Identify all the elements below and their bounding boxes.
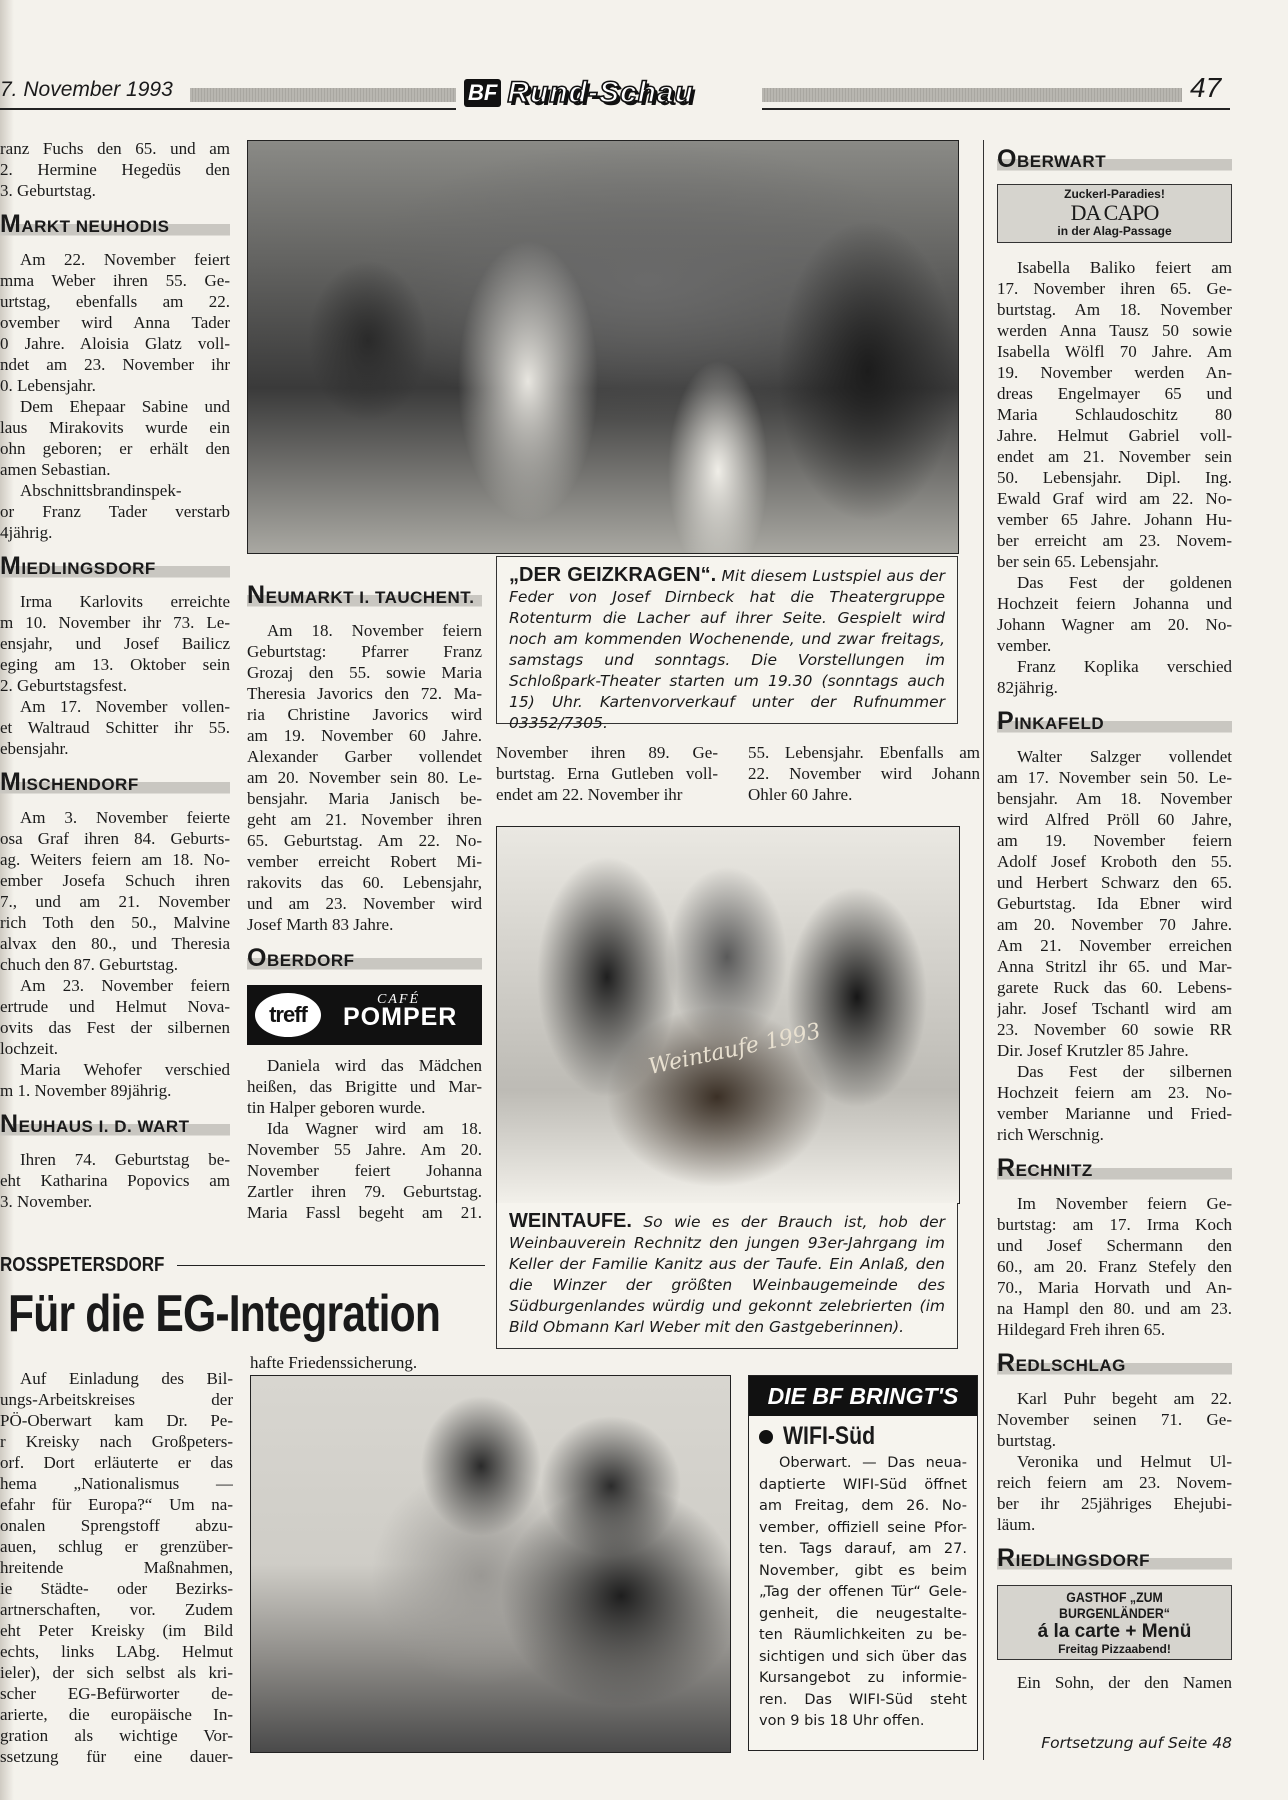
text-line: vember. [997, 635, 1052, 655]
text-line: bensjahr. Maria Janisch be- [247, 789, 482, 808]
text-line: ertrude und Helmut Nova- [0, 997, 230, 1016]
text-line: 22. November wird Johann [748, 764, 980, 783]
paragraph [997, 1672, 1232, 1693]
text-line: bensjahr. Am 18. November [997, 788, 1232, 808]
text-line: sichtigen und sich über das [759, 1648, 967, 1665]
text-line: November seinen 71. Ge- [997, 1409, 1232, 1429]
text-line: Maria Schlaudoschitz 80 [997, 404, 1232, 424]
ad-line: Zuckerl-Paradies! [1064, 187, 1165, 201]
paragraph [997, 1451, 1232, 1535]
text-line: rakovits das 60. Lebensjahr, [247, 873, 482, 892]
text-line: November ihren 89. Ge- [496, 743, 718, 762]
text-line: ber erreicht am 23. Novem- [997, 530, 1232, 550]
text-line: ember Josefa Schuch ihren [0, 871, 230, 890]
box-subtitle: WIFI-Süd [783, 1422, 876, 1450]
text-line: 7., und am 21. November [0, 892, 230, 911]
text-line: Ein Sohn, der den Namen [1017, 1673, 1232, 1693]
text-line: ensjahr, und Josef Bailicz [0, 634, 230, 653]
text-line: lochzeit. [0, 1039, 59, 1058]
text-line: na Hampl den 80. und am 23. [997, 1298, 1232, 1318]
text-line: November, gibt es beim [759, 1562, 967, 1579]
text-line: Johann Wagner am 20. No- [997, 614, 1232, 634]
text-line: burtstag. Erna Gutleben voll- [496, 764, 718, 783]
paragraph [0, 1368, 233, 1767]
text-line: Am 18. November feiern [267, 621, 482, 640]
text-line: ieler), der sich selbst als kri- [0, 1663, 233, 1682]
kicker-row [0, 1254, 485, 1277]
middle-column [247, 572, 482, 1223]
text-line: Alexander Garber vollendet [247, 747, 482, 766]
kreisky-photo [250, 1375, 731, 1753]
header-bar-right [762, 88, 1182, 102]
text-line: Am 21. November erreichen [997, 935, 1232, 955]
text-line: Am 23. November feiern [20, 976, 230, 995]
paragraph [247, 1055, 482, 1118]
text-line: Walter Salzger vollendet [1017, 746, 1232, 766]
text-line: 4jährig. [0, 523, 53, 542]
text-line: Dir. Josef Krutzler 85 Jahre. [997, 1040, 1189, 1060]
issue-date: 7. November 1993 [0, 78, 173, 101]
caption-text: So wie es der Brauch ist, hob der Weinbauverein Rechnitz den jungen 93er-Jahrgang im Keller der Familie Kanitz aus der Taufe. Ein Anlaß, den die Winzer der größten Weinbaugemeinde des Südburgenlandes würdig und gekonnt zelebrierten (im Bild Obmann Karl Weber mit den Gastgeberinnen). [509, 1213, 945, 1336]
text-line: burtstag. Am 18. November [997, 299, 1232, 319]
text-line: vember 65 Jahre. Johann Hu- [997, 509, 1232, 529]
text-line: Im November feiern Ge- [1017, 1193, 1232, 1213]
text-line: 17. November ihren 65. Ge- [997, 278, 1232, 298]
text-line: Isabella Baliko feiert am [1017, 257, 1232, 277]
ad-line: á la carte + Menü [1037, 1620, 1192, 1642]
section-heading: OBERDORF [247, 943, 482, 973]
text-line: 65. Geburtstag. Am 22. No- [247, 831, 482, 850]
text-line: ungs-Arbeitskreises der [0, 1390, 233, 1409]
text-line: m 10. November ihr 73. Le- [0, 613, 230, 632]
text-line: 50. Lebensjahr. Dipl. Ing. [997, 467, 1232, 487]
text-line: burtstag. [997, 1430, 1057, 1450]
text-line: urtstag, ebenfalls am 22. [0, 292, 230, 311]
header-bar-left [190, 88, 456, 102]
text-line: Am 3. November feierte [20, 808, 230, 827]
text-line: ten. Tags darauf, am 27. [759, 1541, 967, 1557]
text-line: ebensjahr. [0, 739, 69, 758]
text-line: ber sein 65. Lebensjahr. [997, 551, 1159, 571]
caption-lead: „DER GEIZKRAGEN“. [509, 564, 717, 586]
article-miedlingsdorf [0, 591, 230, 759]
paragraph [0, 249, 230, 396]
article-neuhaus [0, 1149, 230, 1212]
text-line: Adolf Josef Kroboth den 55. [997, 851, 1232, 871]
text-line: hema „Nationalismus — [0, 1474, 233, 1493]
text-line: genheit, die neugestalte- [759, 1605, 967, 1622]
text-line: 0 Jahre. Aloisia Glatz voll- [0, 334, 230, 353]
paragraph [0, 1149, 230, 1212]
grosspetersdorf-column [0, 1368, 233, 1767]
paragraph [759, 1453, 967, 1733]
text-line: 70., Maria Horvath und An- [997, 1277, 1232, 1297]
text-line: vember Marianne und Fried- [997, 1103, 1232, 1123]
text-line: Zartler ihren 79. Geburtstag. [247, 1182, 482, 1201]
text-line: Abschnittsbrandinspek- [20, 481, 182, 500]
geizkragen-caption [496, 556, 958, 732]
text-line: efahr für Europa?“ Um na- [0, 1495, 233, 1514]
text-line: 2. Geburtstagsfest. [0, 676, 128, 695]
barrel-lettering: Weintaufe 1993 [646, 1019, 823, 1080]
text-line: auen, schlug er grenzüber- [0, 1537, 233, 1556]
text-line: or Franz Tader verstarb [0, 502, 230, 521]
treff-logo: treff [255, 993, 321, 1037]
paragraph [247, 620, 482, 935]
text-line: Kursangebot zu informie- [759, 1670, 967, 1686]
text-line: Das Fest der silbernen [1017, 1061, 1232, 1081]
text-line: Jahre. Helmut Gabriel voll- [997, 425, 1232, 445]
text-line: endet am 22. November ihr [496, 785, 683, 804]
text-line: am 17. November sein 50. Le- [997, 767, 1232, 787]
cafe-pomper-ad [247, 985, 482, 1045]
logo-bf-mark: BF [464, 79, 501, 107]
text-line: burtstag: am 17. Irma Koch [997, 1214, 1232, 1234]
paragraph [496, 742, 718, 805]
text-line: Ida Wagner wird am 18. [267, 1119, 482, 1138]
text-line: 23. November 60 sowie RR [997, 1019, 1232, 1039]
continued-column-a [496, 742, 718, 805]
paragraph [0, 696, 230, 759]
paragraph [997, 572, 1232, 656]
text-line: 0. Lebensjahr. [0, 376, 96, 395]
text-line: Hochzeit feiern Johanna und [997, 593, 1232, 613]
gasthof-ad [997, 1585, 1232, 1661]
text-line: gration als wichtige Vor- [0, 1726, 233, 1745]
text-line: am 20. November 70 Jahre. [997, 914, 1232, 934]
text-line: ber ihr 25jähriges Ehejubi- [997, 1493, 1232, 1513]
text-line: ria Christine Javorics wird [247, 705, 482, 724]
left-column [0, 138, 230, 1212]
article-oberwart [997, 257, 1232, 698]
section-heading: PINKAFELD [997, 706, 1232, 736]
ad-cafe-label: CAFÉ [377, 992, 420, 1007]
article-oberdorf [247, 1055, 482, 1223]
text-line: garete Ruck das 60. Lebens- [997, 977, 1232, 997]
text-line: Das Fest der goldenen [1017, 572, 1232, 592]
text-line: Hildegard Freh ihren 65. [997, 1319, 1166, 1339]
text-line: Ohler 60 Jahre. [748, 785, 853, 804]
caption-lead: WEINTAUFE. [509, 1210, 632, 1232]
section-heading: MISCHENDORF [0, 767, 230, 797]
text-line: am 20. November sein 80. Le- [247, 768, 482, 787]
article-markt-neuhodis [0, 249, 230, 543]
paragraph [0, 138, 230, 201]
text-line: Geburtstag. Ida Ebner wird [997, 893, 1232, 913]
paragraph [997, 257, 1232, 572]
text-line: 3. Geburtstag. [0, 181, 96, 200]
text-line: scher EG-Befürworter de- [0, 1684, 233, 1703]
text-line: Maria Fassl begeht am 21. [247, 1203, 482, 1222]
text-line: ag. Weiters feiern am 18. No- [0, 850, 230, 869]
paragraph [748, 742, 980, 805]
text-line: eging am 13. Oktober sein [0, 655, 230, 674]
logo-title: Rund-Schau [507, 76, 694, 109]
text-line: 3. November. [0, 1192, 93, 1211]
text-line: am Freitag, dem 26. No- [759, 1498, 967, 1514]
article-rechnitz [997, 1193, 1232, 1340]
text-line: November 55 Jahre. Am 20. [247, 1140, 482, 1159]
text-line: ten Räumlichkeiten zu be- [759, 1627, 967, 1643]
text-line: wird Alfred Pröll 60 Jahre, [997, 809, 1232, 829]
wifi-article [749, 1451, 977, 1733]
text-line: endet am 21. November sein [997, 446, 1232, 466]
paragraph [247, 1118, 482, 1223]
text-line: und Herbert Schwarz den 65. [997, 872, 1232, 892]
masthead-logo [464, 76, 694, 110]
paragraph [997, 1388, 1232, 1451]
text-line: ovits das Fest der silbernen [0, 1018, 230, 1037]
paragraph [997, 656, 1232, 698]
ad-line: in der Alag-Passage [1057, 224, 1172, 239]
text-line: arierte, die europäische In- [0, 1705, 233, 1724]
text-line: von 9 bis 18 Uhr offen. [759, 1713, 925, 1729]
paragraph [0, 480, 230, 543]
bullet-icon [759, 1430, 773, 1444]
text-line: Dem Ehepaar Sabine und [20, 397, 230, 416]
text-line: onalen Sprengstoff abzu- [0, 1516, 233, 1535]
article-fragment [0, 138, 230, 201]
text-line: eht Peter Kreisky (im Bild [0, 1621, 233, 1640]
article-pinkafeld [997, 746, 1232, 1145]
text-line: Anna Stritzl ihr 65. und Mar- [997, 956, 1232, 976]
text-line: amen Sebastian. [0, 460, 111, 479]
text-line: rich Werschnig. [997, 1124, 1104, 1144]
text-line: Theresia Javorics den 72. Ma- [247, 684, 482, 703]
text-line: daptierte WIFI-Süd öffnet [759, 1476, 967, 1493]
ad-line: Freitag Pizzaabend! [1058, 1641, 1171, 1656]
text-line: m 1. November 89jährig. [0, 1081, 172, 1100]
section-heading: REDLSCHLAG [997, 1348, 1232, 1378]
article-grosspetersdorf [0, 1368, 233, 1767]
section-heading: OBERWART [997, 144, 1232, 174]
text-line: „Tag der offenen Tür“ Gele- [759, 1584, 967, 1600]
text-line: hreitende Maßnahmen, [0, 1558, 233, 1577]
caption-text: Mit diesem Lustspiel aus der Feder von Josef Dirnbeck hat die Theatergruppe Rotenturm die Lacher auf ihrer Seite. Gespielt wird noch am kommenden Wochenende, und zwar freitags, samstags und sonntags. Die Vorstellungen im Schloßpark-Theater starten um 19.30 (sonntags auch 15) Uhr. Kartenvorverkauf unter der Rufnummer 03352/7305. [509, 567, 945, 732]
text-line: Hochzeit feiern am 23. No- [997, 1082, 1232, 1102]
text-line: Auf Einladung des Bil- [20, 1369, 233, 1388]
ad-cafe-name: POMPER [343, 1003, 458, 1031]
text-line: dreas Engelmayer 65 und [997, 383, 1232, 403]
text-line: artnerschaften, vor. Zudem [0, 1600, 233, 1619]
text-line: PÖ-Oberwart kam Dr. Pe- [0, 1411, 233, 1430]
header-rule-left [0, 108, 456, 110]
text-line: et Waltraud Schitter ihr 55. [0, 718, 230, 737]
paragraph [0, 396, 230, 480]
text-line: läum. [997, 1514, 1036, 1534]
text-line: werden Anna Tausz 50 sowie [997, 320, 1232, 340]
article-kicker: ROSSPETERSDORF [0, 1254, 165, 1276]
text-line: mma Weber ihren 55. Ge- [0, 271, 230, 290]
ad-line: GASTHOF „ZUM BURGENLÄNDER“ [1059, 1588, 1170, 1621]
weintaufe-caption [496, 1203, 958, 1349]
text-line: Ihren 74. Geburtstag be- [20, 1150, 230, 1169]
text-line: Karl Puhr begeht am 22. [1017, 1388, 1232, 1408]
article-neumarkt [247, 620, 482, 935]
paragraph [0, 591, 230, 696]
dacapo-ad [997, 184, 1232, 243]
text-line: Veronika und Helmut Ul- [1017, 1451, 1232, 1471]
paragraph [0, 1059, 230, 1101]
text-line: osa Graf ihren 84. Geburts- [0, 829, 230, 848]
header-rule-right [762, 108, 1230, 110]
text-line: Geburtstag: Pfarrer Franz [247, 642, 482, 661]
continued-column-b [748, 742, 980, 805]
box-title: DIE BF BRINGT'S [749, 1376, 977, 1416]
paragraph [997, 746, 1232, 1061]
text-line: am 19. November 60 Jahre. [247, 726, 482, 745]
text-line: Maria Wehofer verschied [20, 1060, 230, 1079]
text-line: vember erreicht Robert Mi- [247, 852, 482, 871]
continued-note: Fortsetzung auf Seite 48 [1041, 1734, 1232, 1752]
text-line: heißen, das Brigitte und Mar- [247, 1077, 482, 1096]
article-mischendorf [0, 807, 230, 1101]
text-line: chuch den 87. Geburtstag. [0, 955, 178, 974]
text-line: ssetzung für eine dauer- [0, 1747, 233, 1766]
section-heading: NEUMARKT I. TAUCHENT. [247, 580, 482, 610]
paragraph [997, 1193, 1232, 1340]
text-line: Daniela wird das Mädchen [267, 1056, 482, 1075]
text-line: am 19. November feiern [997, 830, 1232, 850]
text-line: 55. Lebensjahr. Ebenfalls am [748, 743, 980, 762]
text-line: Am 17. November vollen- [20, 697, 230, 716]
article-redlschlag [997, 1388, 1232, 1535]
text-line: eht Katharina Popovics am [0, 1171, 230, 1190]
page-number: 47 [1190, 72, 1222, 103]
text-line: Franz Koplika verschied [1017, 656, 1232, 676]
kicker-rule [177, 1265, 485, 1267]
text-line: geht am 21. November ihren [247, 810, 482, 829]
section-heading: RIEDLINGSDORF [997, 1543, 1232, 1573]
text-line: Am 22. November feiert [20, 250, 230, 269]
theater-group-photo [247, 140, 959, 554]
text-line: reich feiern am 23. Novem- [997, 1472, 1232, 1492]
article-headline: Für die EG-Integration [8, 1285, 441, 1343]
text-line: Ewald Graf wird am 22. No- [997, 488, 1232, 508]
text-line: Josef Marth 83 Jahre. [247, 915, 394, 934]
text-line: 2. Hermine Hegedüs den [0, 160, 230, 179]
text-line: tin Halper geboren wurde. [247, 1098, 426, 1117]
text-line: orf. Dort erläuterte er das [0, 1453, 233, 1472]
paragraph [0, 975, 230, 1059]
text-line: ovember wird Anna Tader [0, 313, 230, 332]
text-line: alvax den 80., und Theresia [0, 934, 230, 953]
text-line: Grozaj den 55. sowie Maria [247, 663, 482, 682]
ad-line: DA CAPO [1070, 200, 1159, 226]
weintaufe-photo [496, 826, 960, 1204]
section-heading: MARKT NEUHODIS [0, 209, 230, 239]
right-column [997, 136, 1232, 1693]
text-line: ndet am 23. November ihr [0, 355, 230, 374]
article-continued [496, 742, 718, 805]
text-line: echts, links LAbg. Helmut [0, 1642, 233, 1661]
article-continued [748, 742, 980, 805]
text-line: Isabella Wölfl 70 Jahre. Am [997, 341, 1232, 361]
text-line: 60., am 20. Franz Stefely den [997, 1256, 1232, 1276]
section-heading: RECHNITZ [997, 1153, 1232, 1183]
text-line: Oberwart. — Das neua- [779, 1455, 967, 1471]
text-line: und am 23. November wird [247, 894, 482, 913]
text-line: ie Städte- oder Bezirks- [0, 1579, 233, 1598]
text-line: rich Toth den 50., Malvine [0, 913, 230, 932]
text-line: 82jährig. [997, 677, 1058, 697]
text-line: ranz Fuchs den 65. und am [0, 139, 230, 158]
text-line: ren. Das WIFI-Süd steht [759, 1691, 967, 1708]
section-heading: MIEDLINGSDORF [0, 551, 230, 581]
text-line: 19. November werden An- [997, 362, 1232, 382]
text-line: vember, offiziell seine Pfor- [759, 1519, 967, 1536]
text-line: r Kreisky nach Großpeters- [0, 1432, 233, 1451]
text-line: ohn geboren; er erhält den [0, 439, 230, 458]
bf-bringts-box [748, 1375, 978, 1751]
text-line: laus Mirakovits wurde ein [0, 418, 230, 437]
text-line: und Josef Schermann den [997, 1235, 1232, 1255]
text-line: Irma Karlovits erreichte [20, 592, 230, 611]
text-line: November feiert Johanna [247, 1161, 482, 1180]
article-ending: hafte Friedenssicherung. [250, 1353, 418, 1372]
column-rule [983, 140, 984, 1760]
paragraph [0, 807, 230, 975]
text-line: jahr. Josef Tschantl wird am [997, 998, 1232, 1018]
paragraph [997, 1061, 1232, 1145]
article-riedlingsdorf [997, 1672, 1232, 1693]
section-heading: NEUHAUS I. D. WART [0, 1109, 230, 1139]
